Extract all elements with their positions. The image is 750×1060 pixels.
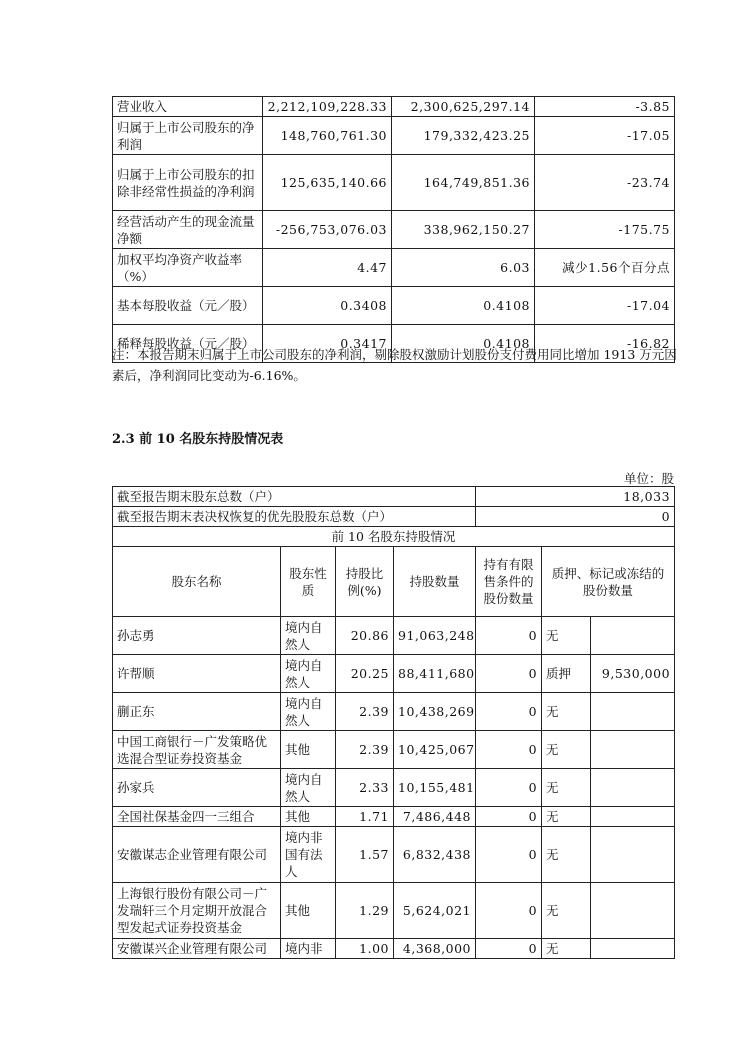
shareholder-name: 中国工商银行－广发策略优选混合型证券投资基金 — [113, 731, 281, 769]
metric-label: 稀释每股收益（元／股） — [113, 325, 263, 363]
pledge-status: 无 — [542, 693, 591, 731]
previous-value: 338,962,150.27 — [392, 211, 535, 249]
preferred-holders-value: 0 — [476, 507, 675, 527]
unit-label: 单位：股 — [623, 471, 674, 486]
restricted-quantity: 0 — [476, 939, 542, 959]
restricted-quantity: 0 — [476, 827, 542, 883]
pledge-quantity — [591, 731, 675, 769]
change-value: -17.04 — [535, 287, 675, 325]
pledge-status: 质押 — [542, 655, 591, 693]
subtitle-row — [113, 527, 675, 547]
current-value: 148,760,761.30 — [263, 117, 392, 155]
holding-quantity: 91,063,248 — [394, 617, 476, 655]
holding-ratio: 20.86 — [336, 617, 394, 655]
current-value: 125,635,140.66 — [263, 155, 392, 211]
pledge-quantity — [591, 939, 675, 959]
financial-note: 注：本报告期末归属于上市公司股东的净利润，剔除股权激励计划股份支付费用同比增加 1913 万元因素后，净利润同比变动为-6.16%。 — [112, 347, 677, 383]
header-nature: 股东性质 — [281, 547, 336, 617]
pledge-quantity — [591, 827, 675, 883]
shareholder-nature: 其他 — [281, 883, 336, 939]
financial-row — [113, 155, 675, 211]
shareholder-nature: 境内自然人 — [281, 617, 336, 655]
change-value: -17.05 — [535, 117, 675, 155]
financial-row — [113, 249, 675, 287]
restricted-quantity: 0 — [476, 655, 542, 693]
holding-ratio: 1.71 — [336, 807, 394, 827]
shareholder-table — [112, 486, 675, 959]
shareholder-nature: 境内自然人 — [281, 769, 336, 807]
pledge-quantity — [591, 617, 675, 655]
holding-quantity: 5,624,021 — [394, 883, 476, 939]
current-value: 2,212,109,228.33 — [263, 97, 392, 117]
holding-ratio: 1.00 — [336, 939, 394, 959]
pledge-quantity — [591, 807, 675, 827]
holding-ratio: 2.33 — [336, 769, 394, 807]
restricted-quantity: 0 — [476, 617, 542, 655]
holding-quantity: 6,832,438 — [394, 827, 476, 883]
holding-ratio: 2.39 — [336, 731, 394, 769]
shareholder-nature: 境内自然人 — [281, 693, 336, 731]
shareholder-row — [113, 827, 675, 883]
pledge-status: 无 — [542, 807, 591, 827]
holding-quantity: 7,486,448 — [394, 807, 476, 827]
preferred-holders-row — [113, 507, 675, 527]
metric-label: 营业收入 — [113, 97, 263, 117]
financial-row — [113, 211, 675, 249]
total-holders-label: 截至报告期末股东总数（户） — [113, 487, 476, 507]
pledge-status: 无 — [542, 883, 591, 939]
restricted-quantity: 0 — [476, 807, 542, 827]
metric-label: 归属于上市公司股东的扣除非经常性损益的净利润 — [113, 155, 263, 211]
holding-ratio: 20.25 — [336, 655, 394, 693]
shareholder-nature: 境内非国有法人 — [281, 827, 336, 883]
holding-quantity: 10,425,067 — [394, 731, 476, 769]
holding-ratio: 2.39 — [336, 693, 394, 731]
shareholder-name: 上海银行股份有限公司－广发瑞轩三个月定期开放混合型发起式证券投资基金 — [113, 883, 281, 939]
section-heading: 2.3 前 10 名股东持股情况表 — [112, 432, 284, 447]
previous-value: 0.4108 — [392, 325, 535, 363]
shareholder-row — [113, 731, 675, 769]
table-subtitle: 前 10 名股东持股情况 — [113, 527, 675, 547]
shareholder-name: 孙志勇 — [113, 617, 281, 655]
metric-label: 经营活动产生的现金流量净额 — [113, 211, 263, 249]
current-value: 0.3417 — [263, 325, 392, 363]
shareholder-row — [113, 655, 675, 693]
shareholder-name: 全国社保基金四一三组合 — [113, 807, 281, 827]
previous-value: 6.03 — [392, 249, 535, 287]
total-holders-row — [113, 487, 675, 507]
header-restricted: 持有有限售条件的股份数量 — [476, 547, 542, 617]
restricted-quantity: 0 — [476, 883, 542, 939]
change-value: -175.75 — [535, 211, 675, 249]
metric-label: 基本每股收益（元／股） — [113, 287, 263, 325]
shareholder-nature: 境内非 — [281, 939, 336, 959]
shareholder-name: 安徽谋志企业管理有限公司 — [113, 827, 281, 883]
preferred-holders-label: 截至报告期末表决权恢复的优先股股东总数（户） — [113, 507, 476, 527]
change-value: 减少1.56个百分点 — [535, 249, 675, 287]
previous-value: 179,332,423.25 — [392, 117, 535, 155]
holding-quantity: 4,368,000 — [394, 939, 476, 959]
shareholder-row — [113, 939, 675, 959]
holding-ratio: 1.29 — [336, 883, 394, 939]
pledge-quantity — [591, 769, 675, 807]
current-value: -256,753,076.03 — [263, 211, 392, 249]
header-quantity: 持股数量 — [394, 547, 476, 617]
header-name: 股东名称 — [113, 547, 281, 617]
restricted-quantity: 0 — [476, 769, 542, 807]
shareholder-nature: 其他 — [281, 807, 336, 827]
shareholder-row — [113, 883, 675, 939]
pledge-quantity: 9,530,000 — [591, 655, 675, 693]
financial-indicators-table — [112, 96, 675, 363]
shareholder-name: 孙家兵 — [113, 769, 281, 807]
restricted-quantity: 0 — [476, 731, 542, 769]
previous-value: 2,300,625,297.14 — [392, 97, 535, 117]
change-value: -23.74 — [535, 155, 675, 211]
current-value: 4.47 — [263, 249, 392, 287]
financial-indicators-body — [113, 97, 675, 363]
pledge-quantity — [591, 883, 675, 939]
holding-quantity: 10,155,481 — [394, 769, 476, 807]
change-value: -3.85 — [535, 97, 675, 117]
financial-row — [113, 287, 675, 325]
previous-value: 164,749,851.36 — [392, 155, 535, 211]
shareholder-row — [113, 769, 675, 807]
pledge-status: 无 — [542, 769, 591, 807]
shareholder-row — [113, 617, 675, 655]
change-value: -16.82 — [535, 325, 675, 363]
holding-quantity: 10,438,269 — [394, 693, 476, 731]
metric-label: 归属于上市公司股东的净利润 — [113, 117, 263, 155]
pledge-status: 无 — [542, 827, 591, 883]
holding-quantity: 88,411,680 — [394, 655, 476, 693]
restricted-quantity: 0 — [476, 693, 542, 731]
header-row — [113, 547, 675, 617]
header-ratio: 持股比例(%) — [336, 547, 394, 617]
pledge-status: 无 — [542, 939, 591, 959]
financial-row — [113, 117, 675, 155]
shareholder-row — [113, 693, 675, 731]
current-value: 0.3408 — [263, 287, 392, 325]
total-holders-value: 18,033 — [476, 487, 675, 507]
shareholder-nature: 境内自然人 — [281, 655, 336, 693]
shareholder-row — [113, 807, 675, 827]
header-pledge: 质押、标记或冻结的股份数量 — [542, 547, 675, 617]
financial-row — [113, 97, 675, 117]
shareholder-name: 许帮顺 — [113, 655, 281, 693]
shareholder-body — [113, 487, 675, 959]
pledge-quantity — [591, 693, 675, 731]
pledge-status: 无 — [542, 731, 591, 769]
holding-ratio: 1.57 — [336, 827, 394, 883]
shareholder-nature: 其他 — [281, 731, 336, 769]
pledge-status: 无 — [542, 617, 591, 655]
shareholder-name: 安徽谋兴企业管理有限公司 — [113, 939, 281, 959]
shareholder-name: 蒯正东 — [113, 693, 281, 731]
previous-value: 0.4108 — [392, 287, 535, 325]
metric-label: 加权平均净资产收益率（%） — [113, 249, 263, 287]
